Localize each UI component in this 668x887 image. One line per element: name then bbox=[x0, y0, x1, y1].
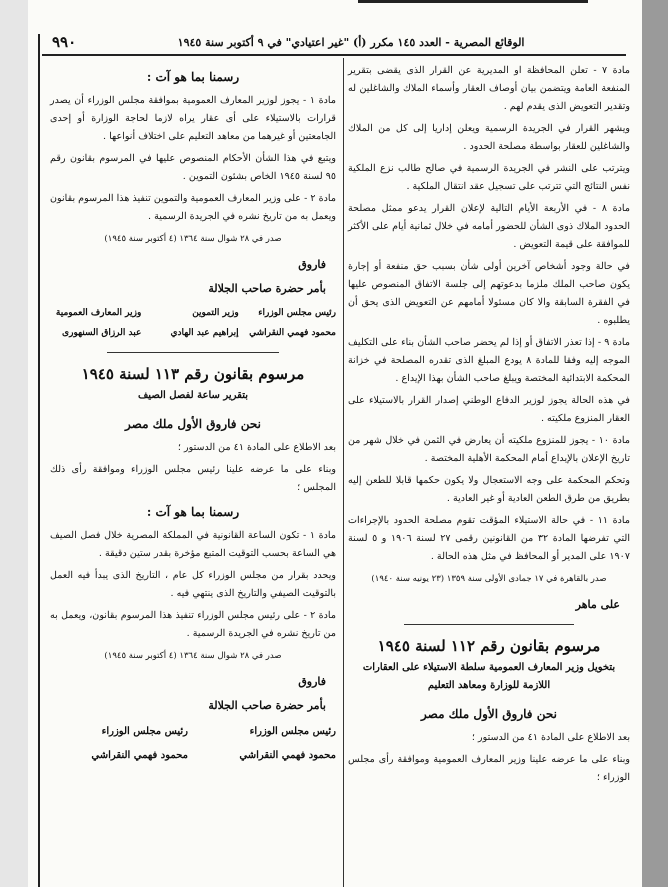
left-column bbox=[50, 62, 336, 773]
signatories bbox=[50, 723, 336, 765]
preamble-line: بعد الاطلاع على المادة ٤١ من الدستور ؛ bbox=[471, 732, 630, 743]
section-separator bbox=[404, 624, 573, 625]
section-separator bbox=[107, 352, 279, 353]
signatory: وزير المعارف العمومية bbox=[55, 308, 142, 318]
article-paragraph: في حالة وجود أشخاص آخرين أولى شأن بسبب حق منفعة أو إجارة يكون صاحب الملك ملزما بدعوتهم إلى جلسة الاتفاق المنصوص عليها في الفقرة السابقة والا كان مسئولا أمامهم عن التعويض الذى يحق أن يطلبوه . bbox=[348, 261, 630, 326]
signatory: عبد الرزاق السنهورى bbox=[62, 328, 142, 338]
article-paragraph: في هذه الحالة يجوز لوزير الدفاع الوطني إصدار القرار بالاستيلاء على العقار المنزوع ملكيته . bbox=[348, 395, 630, 424]
top-rule bbox=[358, 0, 588, 3]
article-paragraph: مادة ١١ - في حالة الاستيلاء المؤقت تقوم مصلحة الحدود بالإجراءات التي تفرضها المادة ٣٢ من القانونين رقمى ٢٧ لسنة ١٩٠٦ و ٥ لسنة ١٩٠٧ على المدير أو المحافظ في مثل هذه الحالة . bbox=[348, 515, 630, 562]
column-divider bbox=[343, 58, 344, 887]
king-signature: فاروق bbox=[298, 258, 326, 271]
signatory: رئيس مجلس الوزراء bbox=[249, 726, 336, 737]
article-paragraph: مادة ٢ - على وزير المعارف العمومية والتموين تنفيذ هذا المرسوم بقانون ويعمل به من تاريخ نشره في الجريدة الرسمية . bbox=[50, 193, 336, 222]
preamble-line: وبناء على ما عرضه علينا رئيس مجلس الوزراء وموافقة رأى ذلك المجلس ؛ bbox=[50, 464, 336, 493]
decreed-heading: رسمنا بما هو آت : bbox=[146, 505, 240, 519]
page-number: ٩٩٠ bbox=[52, 33, 77, 51]
signatory: رئيس مجلس الوزراء bbox=[101, 726, 188, 737]
by-order-line: بأمر حضرة صاحب الجلالة bbox=[208, 699, 326, 712]
signatory: محمود فهمي النقراشي bbox=[91, 750, 188, 761]
decree-subtitle: بتقرير ساعة لفصل الصيف bbox=[137, 390, 249, 401]
issue-date: صدر بالقاهرة في ١٧ جمادى الأولى سنة ١٣٥٩ (٢٣ يونيه سنة ١٩٤٠) bbox=[371, 574, 607, 584]
article-paragraph: مادة ١ - يجوز لوزير المعارف العمومية بموافقة مجلس الوزراء أن يصدر قرارات بالاستيلاء على أى عقار يراه لازما لحاجة الوزارة أو إحدى الجامعتين أو غيرهما من معاهد التعليم على اختلاف أنواعها . bbox=[50, 95, 336, 142]
article-paragraph: ويترتب على النشر في الجريدة الرسمية في صالح طالب نزع الملكية نفس النتائج التي تترتب على تسجيل عقد انتقال الملكية . bbox=[348, 163, 630, 192]
article-paragraph: ويتبع في هذا الشأن الأحكام المنصوص عليها في المرسوم بقانون رقم ٩٥ لسنة ١٩٤٥ الخاص بشئون التموين . bbox=[50, 153, 336, 182]
left-page-rule bbox=[38, 34, 40, 887]
article-paragraph: ويشهر القرار في الجريدة الرسمية ويعلن إداريا إلى كل من الملاك والشاغلين للعقار بواسطة مصلحة الحدود . bbox=[348, 123, 630, 152]
article-paragraph: وتحكم المحكمة على وجه الاستعجال ولا يكون حكمها قابلا للطعن إليه بطريق من طرق الطعن العادية أو غير العادية . bbox=[348, 475, 630, 504]
article-paragraph: مادة ١ - تكون الساعة القانونية في المملكة المصرية خلال فصل الصيف هي الساعة بحسب التوقيت المتبع مؤخرة بقدر ستين دقيقة . bbox=[50, 530, 336, 559]
king-line: نحن فاروق الأول ملك مصر bbox=[421, 707, 557, 721]
article-paragraph: مادة ٨ - في الأربعة الأيام التالية لإعلان القرار يدعو ممثل مصلحة الحدود الملاك ذوى الشأن للحضور أمامه في خلال ثمانية أيام على الأكثر للموافقة على قيمة التعويض . bbox=[348, 203, 630, 250]
page-header bbox=[42, 30, 626, 56]
viewer-left-margin bbox=[0, 0, 28, 887]
king-signature: فاروق bbox=[298, 675, 326, 688]
signatory: رئيس مجلس الوزراء bbox=[258, 308, 336, 318]
article-paragraph: مادة ٧ - تعلن المحافظة او المديرية عن القرار الذى يقضى بتقرير المنفعة العامة ويتضمن بيان أوصاف العقار وأسماء الملاك والشاغلين له وتقدير التعويض الذى يقدم لهم . bbox=[348, 65, 630, 112]
gazette-page bbox=[28, 0, 642, 887]
signatory: وزير التموين bbox=[192, 308, 239, 318]
signatories bbox=[50, 304, 336, 342]
signatory: محمود فهمي النقراشي bbox=[249, 328, 336, 338]
article-paragraph: مادة ٩ - إذا تعذر الاتفاق أو إذا لم يحضر صاحب الشأن بناء على التكليف الموجه إليه وفقا للمادة ٨ يودع المبلغ الذى تقدره المصلحة في خزانة المحكمة الابتدائية المختصة ويبلغ صاحب الشأن بهذا الإيداع . bbox=[348, 337, 630, 384]
issue-date: صدر في ٢٨ شوال سنة ١٣٦٤ (٤ أكتوبر سنة ١٩٤٥) bbox=[104, 651, 282, 661]
decreed-heading: رسمنا بما هو آت : bbox=[146, 70, 240, 84]
header-title: الوقائع المصرية - العدد ١٤٥ مكرر (أ) "غير اعتيادي" في ٩ أكتوبر سنة ١٩٤٥ bbox=[177, 35, 525, 49]
king-line: نحن فاروق الأول ملك مصر bbox=[125, 417, 261, 431]
right-column bbox=[348, 62, 630, 791]
decree-title: مرسوم بقانون رقم ١١٢ لسنة ١٩٤٥ bbox=[377, 637, 601, 655]
article-paragraph: مادة ١٠ - يجوز للمنزوع ملكيته أن يعارض في الثمن في خلال شهر من تاريخ الإعلان بالإيداع أمام المحكمة الأهلية المختصة . bbox=[348, 435, 630, 464]
signatory: إبراهيم عبد الهادي bbox=[170, 328, 239, 338]
preamble-line: بعد الاطلاع على المادة ٤١ من الدستور ؛ bbox=[177, 442, 336, 453]
article-paragraph: مادة ٢ - على رئيس مجلس الوزراء تنفيذ هذا المرسوم بقانون، ويعمل به من تاريخ نشره في الجريدة الرسمية . bbox=[50, 610, 336, 639]
viewer-scrollbar[interactable] bbox=[642, 0, 668, 887]
preamble-line: وبناء على ما عرضه علينا وزير المعارف العمومية وموافقة رأى مجلس الوزراء ؛ bbox=[348, 754, 630, 783]
issue-date: صدر في ٢٨ شوال سنة ١٣٦٤ (٤ أكتوبر سنة ١٩٤٥) bbox=[104, 234, 282, 244]
decree-subtitle: بتخويل وزير المعارف العمومية سلطة الاستيلاء على العقارات اللازمة للوزارة ومعاهد التعليم bbox=[362, 662, 616, 691]
by-order-line: بأمر حضرة صاحب الجلالة bbox=[208, 282, 326, 295]
decree-title: مرسوم بقانون رقم ١١٣ لسنة ١٩٤٥ bbox=[81, 365, 305, 383]
article-paragraph: ويحدد بقرار من مجلس الوزراء كل عام ، التاريخ الذى يبدأ فيه العمل بالتوقيت الصيفي والتاريخ الذى ينتهي فيه . bbox=[50, 570, 336, 599]
signature: على ماهر bbox=[575, 598, 620, 611]
signatory: محمود فهمي النقراشي bbox=[239, 750, 336, 761]
